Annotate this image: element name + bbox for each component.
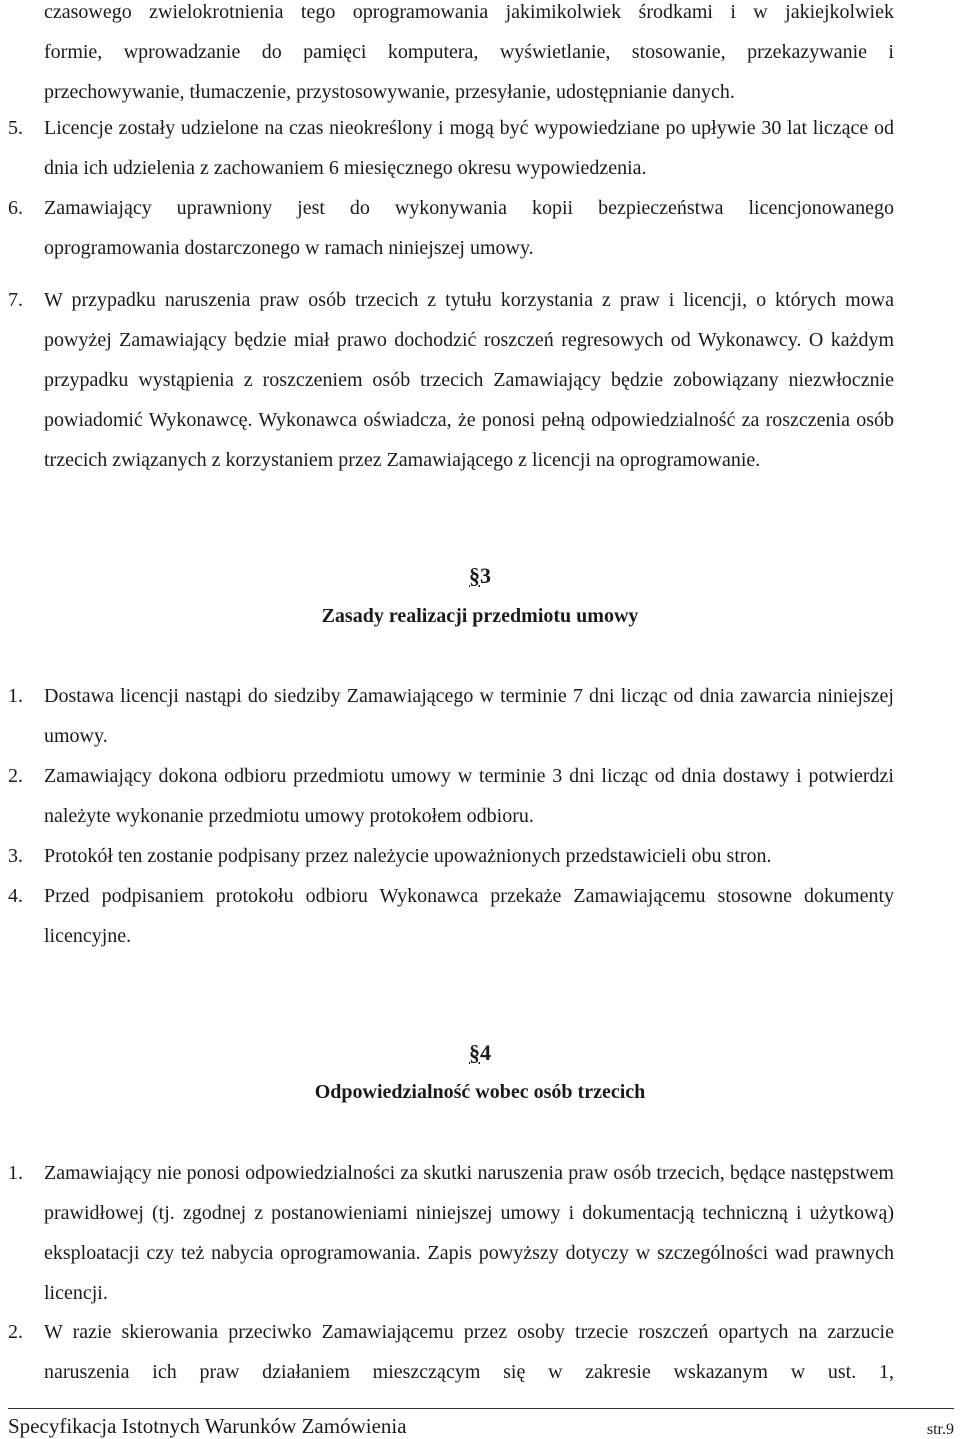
- intro-line: czasowego zwielokrotnienia tego oprogramowania jakimikolwiek środkami i w jakiejkolwiek: [44, 1, 894, 23]
- item-text: Przed podpisaniem protokołu odbioru Wykonawca przekaże Zamawiającemu stosowne dokumenty licencyjne.: [44, 885, 894, 947]
- item-number: 2.: [8, 765, 23, 787]
- item-number: 2.: [8, 1321, 23, 1343]
- item-number: 1.: [8, 1162, 23, 1184]
- item-text: Dostawa licencji nastąpi do siedziby Zamawiającego w terminie 7 dni licząc od dnia zawarcia niniejszej umowy.: [44, 685, 894, 747]
- footer-title: Specyfikacja Istotnych Warunków Zamówienia: [8, 1414, 407, 1438]
- section-4-title: Odpowiedzialność wobec osób trzecich: [314, 1081, 646, 1103]
- section-3-number: §3: [469, 563, 491, 588]
- intro-line: przechowywanie, tłumaczenie, przystosowywanie, przesyłanie, udostępnianie danych.: [44, 81, 735, 103]
- item-text: Zamawiający nie ponosi odpowiedzialności za skutki naruszenia praw osób trzecich, będące następstwem prawidłowej (tj. zgodnej z postanowieniami niniejszej umowy i dokumentacją techniczną i użytkową) eksploatacji czy też nabycia oprogramowania. Zapis powyższy dotyczy w szczególności wad prawnych licencji.: [44, 1162, 894, 1304]
- section-3-title: Zasady realizacji przedmiotu umowy: [321, 605, 639, 627]
- section-4-number: §4: [469, 1040, 491, 1065]
- item-text: W przypadku naruszenia praw osób trzecich z tytułu korzystania z praw i licencji, o których mowa powyżej Zamawiający będzie miał prawo dochodzić roszczeń regresowych od Wykonawcy. O każdym przypadku wystąpienia z roszczeniem osób trzecich Zamawiający będzie zobowiązany niezwłocznie powiadomić Wykonawcę. Wykonawca oświadcza, że ponosi pełną odpowiedzialność za roszczenia osób trzecich związanych z korzystaniem przez Zamawiającego z licencji na oprogramowanie.: [44, 289, 894, 471]
- section-sign-icon: §: [469, 563, 480, 588]
- item-number: 1.: [8, 685, 23, 707]
- item-number: 5.: [8, 117, 23, 139]
- item-text: Protokół ten zostanie podpisany przez należycie upoważnionych przedstawicieli obu stron.: [44, 845, 772, 867]
- item-text: Zamawiający dokona odbioru przedmiotu umowy w terminie 3 dni licząc od dnia dostawy i potwierdzi należyte wykonanie przedmiotu umowy protokołem odbioru.: [44, 765, 894, 827]
- item-text: Licencje zostały udzielone na czas nieokreślony i mogą być wypowiedziane po upływie 30 lat liczące od dnia ich udzielenia z zachowaniem 6 miesięcznego okresu wypowiedzenia.: [44, 117, 894, 179]
- item-number: 4.: [8, 885, 23, 907]
- item-text: W razie skierowania przeciwko Zamawiającemu przez osoby trzecie roszczeń opartych na zarzucie naruszenia ich praw działaniem mieszczącym się w zakresie wskazanym w ust. 1,: [44, 1321, 894, 1383]
- section-sign-icon: §: [469, 1040, 480, 1065]
- item-number: 6.: [8, 197, 23, 219]
- item-number: 3.: [8, 845, 23, 867]
- page-number: str.9: [926, 1421, 954, 1438]
- item-number: 7.: [8, 289, 23, 311]
- intro-paragraph: [44, 0, 894, 112]
- item-text: Zamawiający uprawniony jest do wykonywania kopii bezpieczeństwa licencjonowanego oprogramowania dostarczonego w ramach niniejszej umowy.: [44, 197, 894, 259]
- intro-line: formie, wprowadzanie do pamięci komputera, wyświetlanie, stosowanie, przekazywanie i: [44, 41, 894, 63]
- page-footer: [8, 1408, 954, 1439]
